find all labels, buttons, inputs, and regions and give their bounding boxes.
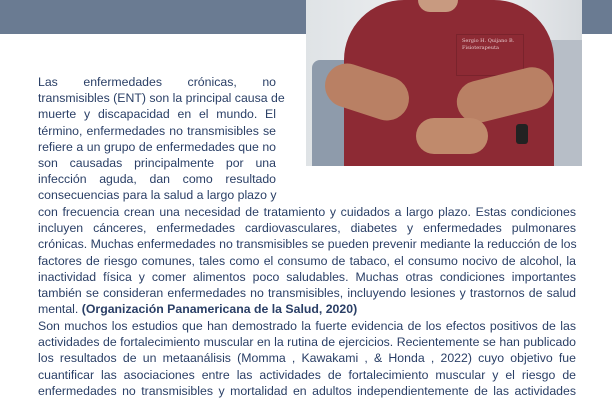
text-line: Las enfermedades crónicas, no [38,75,276,89]
watch-icon [516,124,528,144]
text-line: también se consideran enfermedades no transmisibles, incluyendo lesiones y trastornos de salud [38,286,576,301]
text-line [38,301,576,317]
text-line: término, enfermedades no transmisibles se [38,123,276,138]
text-line: transmisibles (ENT) son la principal causa de [38,91,285,106]
text-line: cuantificar las asociaciones entre las actividades de fortalecimiento muscular y el riesgo de [38,367,576,382]
text-line: infección aguda, dan como resultado [38,172,276,187]
text-line: incluyen cánceres, enfermedades cardiovasculares, diabetes y enfermedades pulmonares [38,221,576,236]
text-line: consecuencias para la salud a largo plazo y [38,188,277,203]
text-line: Son muchos los estudios que han demostrado la fuerte evidencia de los efectos positivos de las [38,319,576,333]
paragraph-1-wrapped [38,74,285,204]
paragraph-1-full [38,204,576,317]
text-line: son causadas principalmente por una [38,156,276,171]
citation: (Organización Panamericana de la Salud, 2020) [81,302,358,317]
coat-embroidery: Sergio H. Quijano B. Fisioterapeuta [462,38,515,51]
text-line: enfermedades no transmisibles y mortalidad en adultos independientemente de las actividades [38,383,576,398]
text-line: los resultados de un metaanálisis (Momma , Kawakami , & Honda , 2022) cuyo objetivo fue [38,351,576,366]
text-line: actividades de fortalecimiento muscular en la rutina de ejercicios. Recientemente se han publicado [38,335,576,350]
text-fragment: mental. [38,302,82,317]
text-line: con frecuencia crean una necesidad de tratamiento y cuidados a largo plazo. Estas condiciones [38,205,576,219]
doctor-photo [306,0,582,166]
text-line: factores de riesgo comunes, tales como el consumo de tabaco, el consumo nocivo de alcohol, la [38,253,576,268]
text-line: crónicas. Muchas enfermedades no transmisibles se pueden prevenir mediante la reducción de los [38,237,577,252]
text-line: muerte y discapacidad en el mundo. El [38,107,276,122]
paragraph-2 [38,318,576,399]
text-line: inactividad física y comer alimentos poco saludables. Muchas otras condiciones importantes [38,269,576,284]
text-line: refiere a un grupo de enfermedades que no [38,139,276,154]
